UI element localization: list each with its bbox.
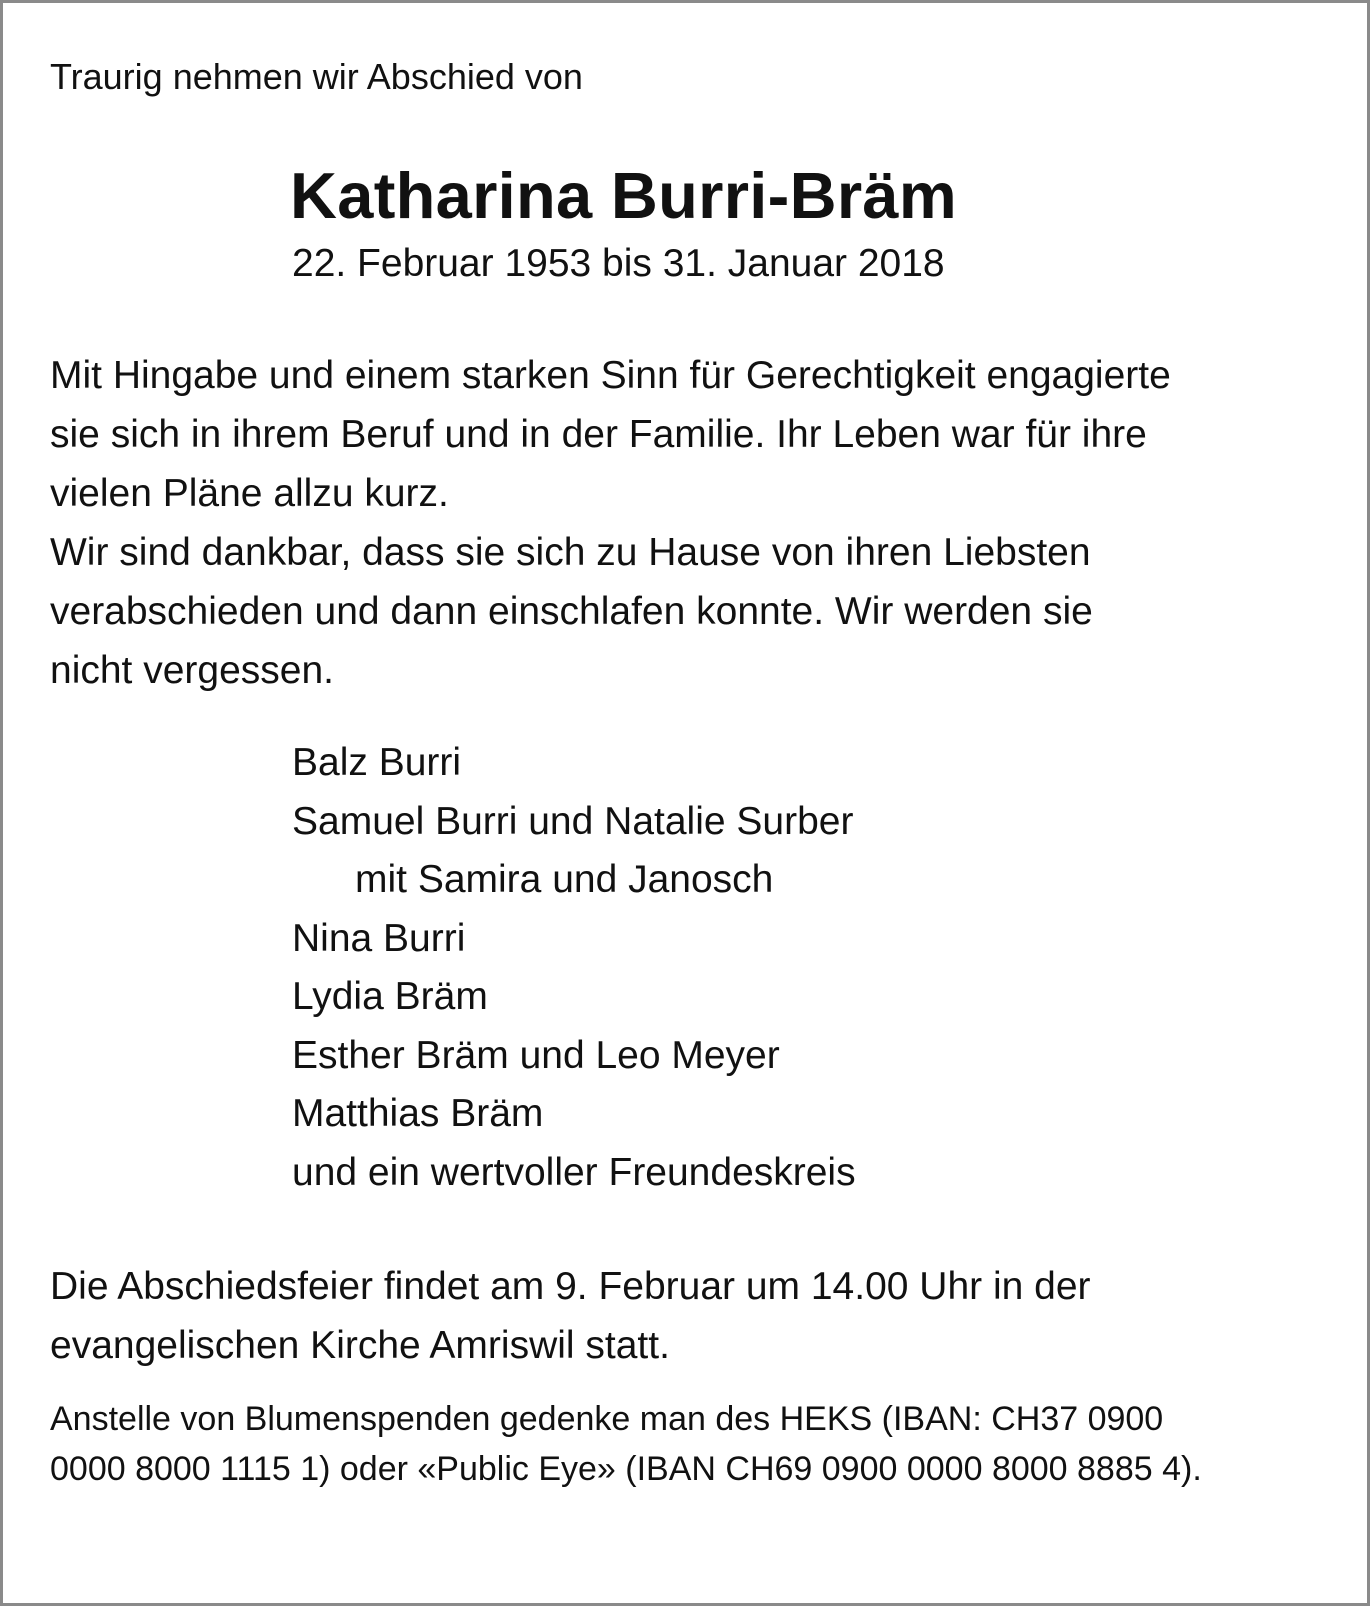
tribute-line: Mit Hingabe und einem starken Sinn für Gerechtigkeit engagierte — [50, 354, 1171, 397]
tribute-line: nicht vergessen. — [50, 649, 334, 692]
tribute-line: verabschieden und dann einschlafen konnte. Wir werden sie — [50, 590, 1093, 633]
family-member: Matthias Bräm — [292, 1092, 544, 1135]
ceremony-line: evangelischen Kirche Amriswil statt. — [50, 1324, 670, 1367]
donation-line: 0000 8000 1115 1) oder «Public Eye» (IBAN CH69 0900 0000 8000 8885 4). — [50, 1450, 1202, 1488]
tribute-text — [50, 346, 1340, 700]
donation-text — [50, 1394, 1340, 1494]
life-dates: 22. Februar 1953 bis 31. Januar 2018 — [292, 242, 945, 285]
family-member: Esther Bräm und Leo Meyer — [292, 1033, 780, 1077]
tribute-line: sie sich in ihrem Beruf und in der Familie. Ihr Leben war für ihre — [50, 413, 1147, 456]
tribute-line: vielen Pläne allzu kurz. — [50, 472, 449, 515]
family-member: und ein wertvoller Freundeskreis — [292, 1150, 856, 1194]
tribute-line: Wir sind dankbar, dass sie sich zu Hause von ihren Liebsten — [50, 531, 1091, 574]
family-member: Nina Burri — [292, 916, 466, 960]
intro-text: Traurig nehmen wir Abschied von — [50, 56, 583, 97]
family-member: Balz Burri — [292, 741, 462, 784]
obituary-content — [50, 51, 1340, 1494]
family-member: Samuel Burri und Natalie Surber — [292, 799, 854, 843]
ceremony-line: Die Abschiedsfeier findet am 9. Februar um 14.00 Uhr in der — [50, 1265, 1091, 1308]
family-list — [50, 734, 1340, 1202]
donation-line: Anstelle von Blumenspenden gedenke man des HEKS (IBAN: CH37 0900 — [50, 1400, 1164, 1438]
deceased-name: Katharina Burri-Bräm — [290, 159, 957, 232]
family-member: Lydia Bräm — [292, 975, 488, 1018]
family-member-children: mit Samira und Janosch — [355, 858, 774, 901]
ceremony-text — [50, 1257, 1340, 1375]
